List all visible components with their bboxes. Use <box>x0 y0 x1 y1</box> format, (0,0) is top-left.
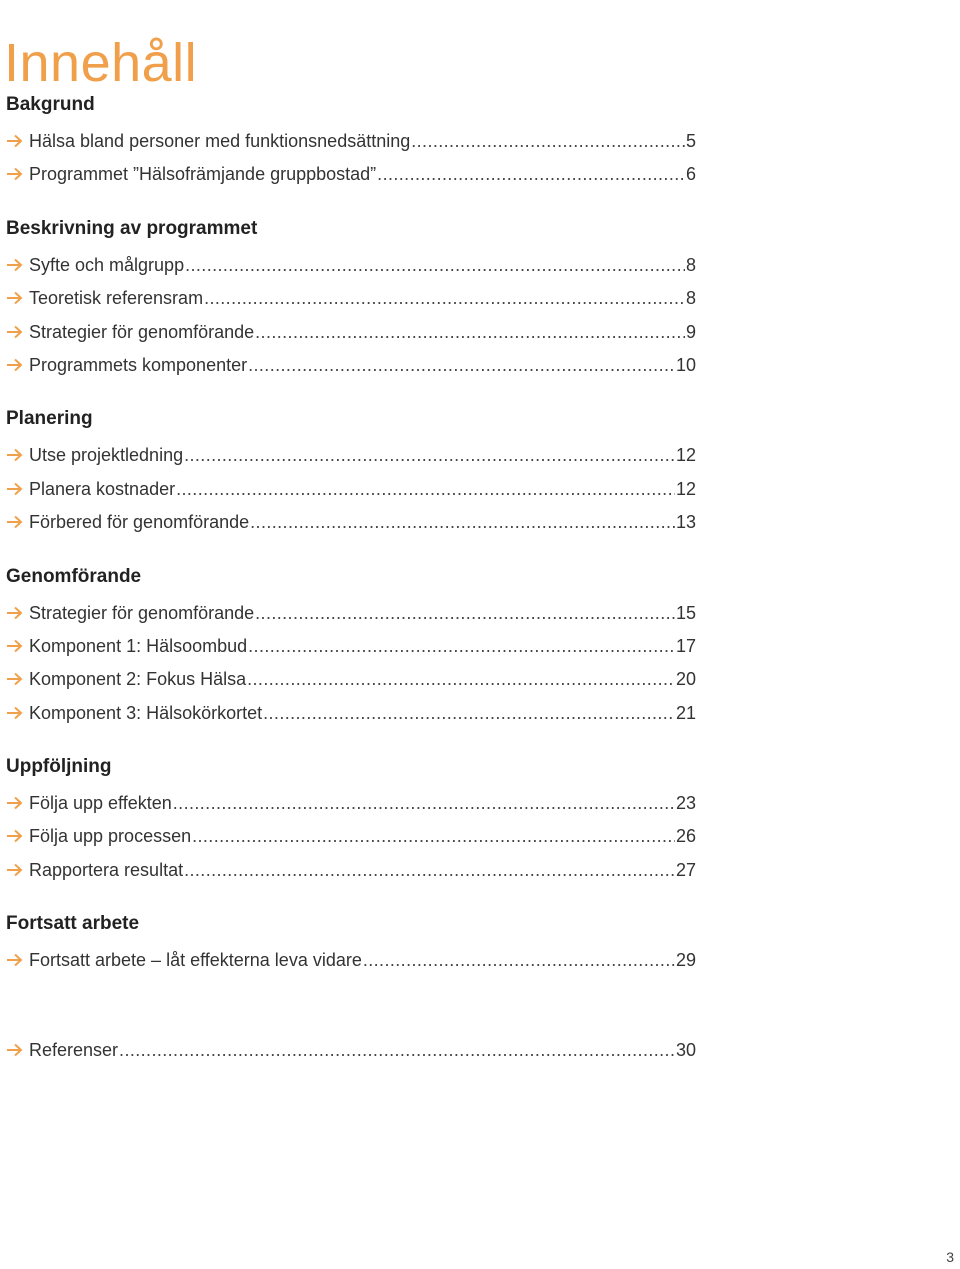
toc-entry[interactable] <box>6 506 696 539</box>
toc-entry[interactable] <box>6 854 696 887</box>
toc-entry[interactable] <box>6 597 696 630</box>
toc-entry[interactable] <box>6 944 696 977</box>
toc-entry-page: 6 <box>685 164 696 185</box>
right-arrow-icon <box>6 672 29 686</box>
dot-leader <box>263 697 675 730</box>
right-arrow-icon <box>6 1043 29 1057</box>
toc-entry-page: 20 <box>675 669 696 690</box>
toc-entry[interactable] <box>6 125 696 158</box>
toc-entry[interactable] <box>6 282 696 315</box>
dot-leader <box>248 630 675 663</box>
toc-entry-label: Programmet ”Hälsofrämjande gruppbostad” <box>29 164 377 185</box>
toc-entry-page: 23 <box>675 793 696 814</box>
toc-entry-page: 17 <box>675 635 696 656</box>
toc-entry-label: Hälsa bland personer med funktionsnedsättning <box>29 131 411 151</box>
toc-entry[interactable] <box>6 697 696 730</box>
toc-entry-page: 9 <box>685 321 696 342</box>
toc-section-genomforande <box>6 564 696 731</box>
toc-entry[interactable] <box>6 663 696 696</box>
right-arrow-icon <box>6 448 29 462</box>
toc-entry-page: 12 <box>675 478 696 499</box>
toc-entry-label: Programmets komponenter <box>29 354 248 375</box>
dot-leader <box>173 787 675 820</box>
section-heading: Beskrivning av programmet <box>6 217 258 239</box>
toc-entry[interactable] <box>6 249 696 282</box>
page-number: 3 <box>946 1249 954 1265</box>
dot-leader <box>176 473 675 506</box>
toc-section-fortsatt-arbete <box>6 911 696 977</box>
toc-entry-referenser[interactable] <box>6 1034 696 1067</box>
toc-entry[interactable] <box>6 787 696 820</box>
section-heading: Planering <box>6 408 93 430</box>
toc-entry[interactable] <box>6 158 696 191</box>
right-arrow-icon <box>6 706 29 720</box>
right-arrow-icon <box>6 639 29 653</box>
page-title: Innehåll <box>4 33 198 94</box>
toc-entry-page: 26 <box>675 826 696 847</box>
right-arrow-icon <box>6 953 29 967</box>
toc-entry-label: Utse projektledning <box>29 445 184 466</box>
right-arrow-icon <box>6 291 29 305</box>
right-arrow-icon <box>6 134 29 148</box>
toc-entry-page: 10 <box>675 354 696 375</box>
toc-entry-label: Komponent 1: Hälsoombud <box>29 635 248 656</box>
dot-leader <box>247 663 675 696</box>
toc-section-planering <box>6 406 696 539</box>
dot-leader <box>184 854 675 887</box>
right-arrow-icon <box>6 829 29 843</box>
toc-entry-page: 29 <box>675 950 696 971</box>
right-arrow-icon <box>6 796 29 810</box>
toc-entry-page: 8 <box>685 254 696 275</box>
toc-entry-page: 30 <box>675 1039 696 1060</box>
toc-entry-label: Fortsatt arbete – låt effekterna leva vidare <box>29 950 362 971</box>
toc-entry[interactable] <box>6 820 696 853</box>
toc-entry-label: Planera kostnader <box>29 478 176 499</box>
dot-leader <box>363 944 675 977</box>
toc-entry-page: 8 <box>685 288 696 309</box>
section-heading: Genomförande <box>6 565 142 587</box>
dot-leader <box>248 349 675 382</box>
dot-leader <box>377 158 685 191</box>
toc-entry-label: Följa upp effekten <box>29 793 172 814</box>
toc-entry-page: 15 <box>675 602 696 623</box>
right-arrow-icon <box>6 325 29 339</box>
toc-entry-page: 13 <box>675 512 696 533</box>
toc-section-beskrivning <box>6 216 696 383</box>
section-heading: Fortsatt arbete <box>6 913 140 935</box>
toc-entry[interactable] <box>6 349 696 382</box>
dot-leader <box>250 506 675 539</box>
dot-leader <box>119 1034 675 1067</box>
dot-leader <box>255 316 685 349</box>
toc-entry-page: 12 <box>675 445 696 466</box>
dot-leader <box>411 125 685 158</box>
toc-entry-label: Komponent 2: Fokus Hälsa <box>29 669 247 690</box>
right-arrow-icon <box>6 258 29 272</box>
toc-entry-page: 27 <box>675 859 696 880</box>
table-of-contents <box>6 92 696 1067</box>
toc-entry-label: Referenser <box>29 1039 119 1060</box>
toc-entry[interactable] <box>6 473 696 506</box>
toc-entry-label: Rapportera resultat <box>29 859 184 880</box>
right-arrow-icon <box>6 515 29 529</box>
toc-entry-label: Följa upp processen <box>29 826 192 847</box>
dot-leader <box>255 597 675 630</box>
toc-entry-label: Strategier för genomförande <box>29 321 255 342</box>
toc-entry-label: Komponent 3: Hälsokörkortet <box>29 702 263 723</box>
toc-entry-label: Teoretisk referensram <box>29 288 204 309</box>
dot-leader <box>192 820 675 853</box>
right-arrow-icon <box>6 606 29 620</box>
section-heading: Bakgrund <box>6 94 95 115</box>
toc-section-uppfoljning <box>6 754 696 887</box>
right-arrow-icon <box>6 167 29 181</box>
dot-leader <box>204 282 685 315</box>
toc-section-bakgrund <box>6 92 696 192</box>
right-arrow-icon <box>6 482 29 496</box>
toc-entry[interactable] <box>6 316 696 349</box>
toc-entry-label: Förbered för genomförande <box>29 512 250 533</box>
toc-entry-label: Strategier för genomförande <box>29 602 255 623</box>
dot-leader <box>185 249 685 282</box>
right-arrow-icon <box>6 863 29 877</box>
toc-entry-page: 5 <box>685 131 696 151</box>
section-heading: Uppföljning <box>6 756 112 778</box>
toc-entry[interactable] <box>6 439 696 472</box>
dot-leader <box>184 439 675 472</box>
right-arrow-icon <box>6 358 29 372</box>
toc-entry-label: Syfte och målgrupp <box>29 254 185 275</box>
toc-entry-page: 21 <box>675 702 696 723</box>
toc-entry[interactable] <box>6 630 696 663</box>
